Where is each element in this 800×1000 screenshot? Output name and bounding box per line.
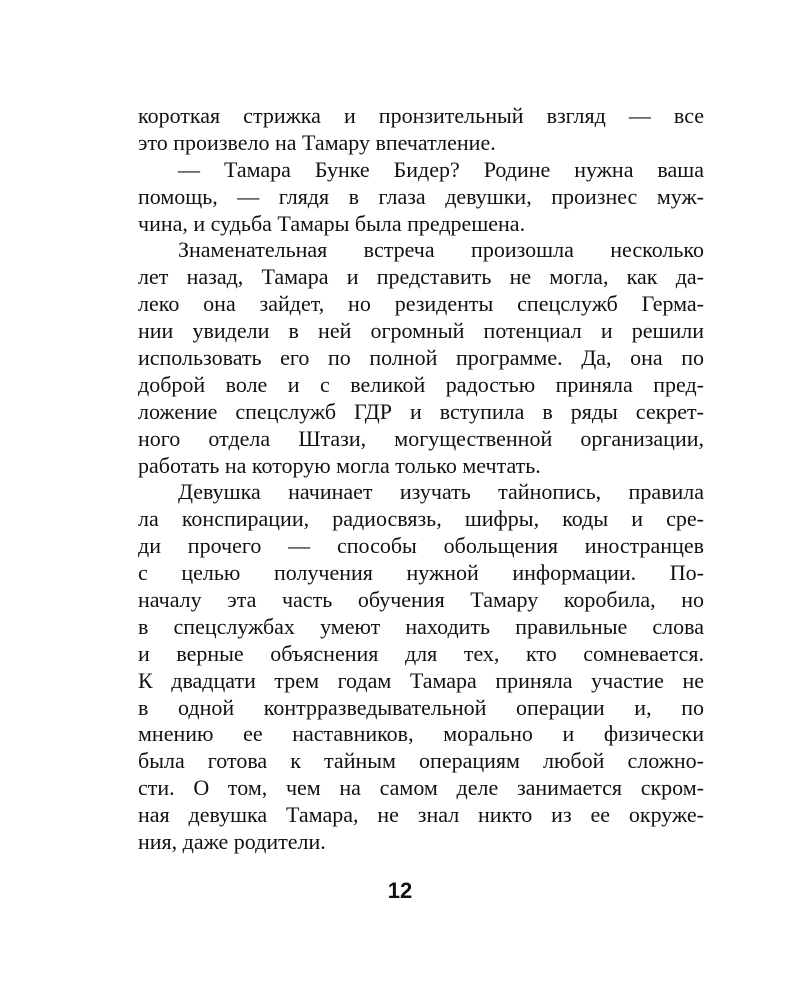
text-line: в спецслужбах умеют находить правильные слова xyxy=(138,613,704,639)
page-body-text xyxy=(138,103,704,856)
text-line: и верные объяснения для тех, кто сомневается. xyxy=(138,640,704,666)
text-line: нии увидели в ней огромный потенциал и решили xyxy=(138,318,704,344)
text-line: использовать его по полной программе. Да, она по xyxy=(138,345,704,371)
text-line: леко она зайдет, но резиденты спецслужб Герма- xyxy=(138,291,704,317)
text-line: помощь, — глядя в глаза девушки, произнес муж- xyxy=(138,183,704,209)
text-line: ла конспирации, радиосвязь, шифры, коды и сре- xyxy=(138,506,704,532)
text-line: с целью получения нужной информации. По- xyxy=(138,560,704,586)
text-line: — Тамара Бунке Бидер? Родине нужна ваша xyxy=(178,156,704,182)
text-line: лет назад, Тамара и представить не могла, как да- xyxy=(138,264,704,290)
text-line: была готова к тайным операциям любой сложно- xyxy=(138,748,704,774)
text-line: сти. О том, чем на самом деле занимается скром- xyxy=(138,775,704,801)
text-line: Знаменательная встреча произошла несколько xyxy=(178,237,704,263)
text-line: мнению ее наставников, морально и физически xyxy=(138,721,704,747)
page-number: 12 xyxy=(387,878,413,903)
text-line: Девушка начинает изучать тайнопись, правила xyxy=(178,479,704,505)
text-line: ния, даже родители. xyxy=(138,829,326,855)
text-line: работать на которую могла только мечтать. xyxy=(138,452,541,478)
text-line: чина, и судьба Тамары была предрешена. xyxy=(138,210,526,236)
text-line: доброй воле и с великой радостью приняла пред- xyxy=(138,371,704,397)
text-line: в одной контрразведывательной операции и, по xyxy=(138,694,704,720)
text-line: ного отдела Штази, могущественной организации, xyxy=(138,425,704,451)
text-line: началу эта часть обучения Тамару коробила, но xyxy=(138,587,704,613)
text-line: короткая стрижка и пронзительный взгляд — все xyxy=(138,103,704,128)
text-line: ная девушка Тамара, не знал никто из ее окруже- xyxy=(138,802,704,828)
text-line: К двадцати трем годам Тамара приняла участие не xyxy=(138,667,704,693)
text-line: ди прочего — способы обольщения иностранцев xyxy=(138,533,704,559)
text-line: ложение спецслужб ГДР и вступила в ряды секрет- xyxy=(138,398,704,424)
text-line: это произвело на Тамару впечатление. xyxy=(138,129,496,155)
